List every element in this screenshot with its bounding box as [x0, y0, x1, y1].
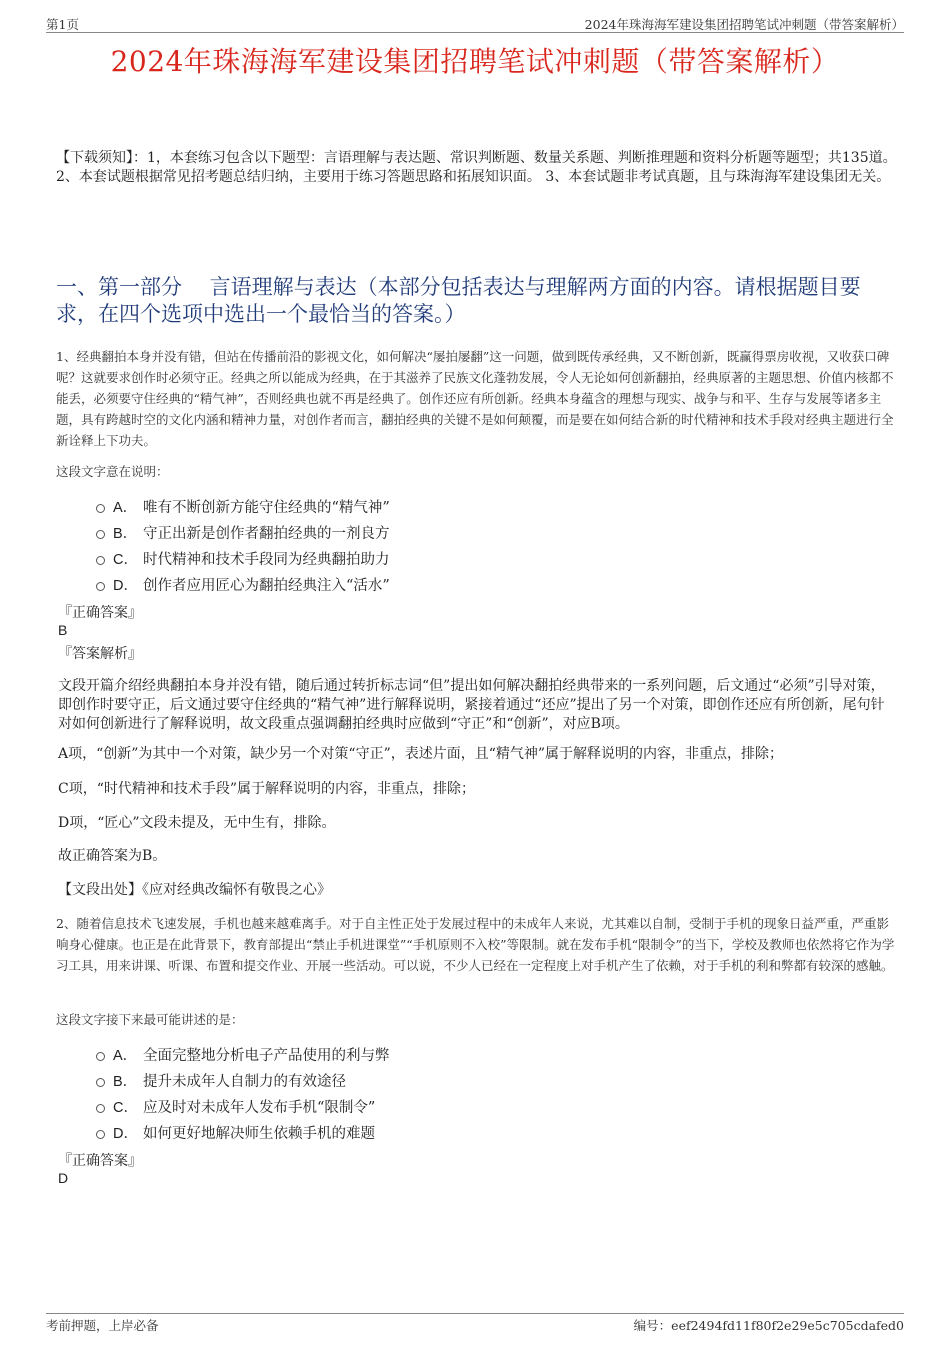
page-number: 第1页 — [46, 17, 79, 32]
radio-icon[interactable] — [96, 1130, 105, 1139]
section-title: 一、第一部分 言语理解与表达（本部分包括表达与理解两方面的内容。请根据题目要求，在四个选项中选出一个最恰当的答案。） — [56, 275, 861, 326]
radio-icon[interactable] — [96, 530, 105, 539]
question-1-option-a[interactable]: A． 唯有不断创新方能守住经典的“精气神” — [96, 493, 390, 519]
radio-icon[interactable] — [96, 1104, 105, 1113]
question-2-option-d[interactable]: D． 如何更好地解决师生依赖手机的难题 — [96, 1119, 390, 1145]
question-1-option-b[interactable]: B． 守正出新是创作者翻拍经典的一剂良方 — [96, 519, 390, 545]
footer-doc-id: 编号：eef2494fd11f80f2e29e5c705cdafed0 — [633, 1318, 904, 1333]
question-1-analysis-d: D项，“匠心”文段未提及，无中生有，排除。 — [58, 815, 336, 831]
question-1-text: 1、经典翻拍本身并没有错，但站在传播前沿的影视文化，如何解决“屡拍屡翻”这一问题，做到既传承经典，又不断创新，既赢得票房收视，又收获口碑呢？这就要求创作时必须守正。经典之所以能成为经典，在于其滋养了民族文化蓬勃发展，令人无论如何创新翻拍，经典原著的主题思想、价值内核都不能丢，必须要守住经典的“精气神”，否则经典也就不再是经典了。创作还应有所创新。经典本身蕴含的理想与现实、战争与和平、生存与发展等诸多主题，具有跨越时空的文化内涵和精神力量，对创作者而言，翻拍经典的关键不是如何颠覆，而是要在如何结合新的时代精神和技术手段对经典主题进行全新诠释上下功夫。 — [56, 349, 894, 448]
question-1-option-c[interactable]: C． 时代精神和技术手段同为经典翻拍助力 — [96, 545, 390, 571]
radio-icon[interactable] — [96, 1078, 105, 1087]
question-1-answer-label: 『正确答案』 — [58, 605, 142, 621]
radio-icon[interactable] — [96, 582, 105, 591]
question-2-option-c[interactable]: C． 应及时对未成年人发布手机“限制令” — [96, 1093, 390, 1119]
page-header — [46, 12, 904, 33]
question-1-analysis-main: 文段开篇介绍经典翻拍本身并没有错，随后通过转折标志词“但”提出如何解决翻拍经典带来的一系列问题，后文通过“必须”引导对策，即创作时要守正，后文通过要守住经典的“精气神”进行解释说明，紧接着通过“还应”提出了另一个对策，即创作还应有所创新，尾句针对如何创新进行了解释说明，故文段重点强调翻拍经典时应做到“守正”和“创新”，对应B项。 — [58, 678, 885, 732]
question-2-options — [96, 1041, 390, 1145]
footer-slogan: 考前押题，上岸必备 — [46, 1318, 159, 1333]
question-1-analysis-c: C项，“时代精神和技术手段”属于解释说明的内容，非重点，排除； — [58, 781, 476, 797]
question-2-text: 2、随着信息技术飞速发展，手机也越来越难离手。对于自主性正处于发展过程中的未成年人来说，尤其难以自制，受制于手机的现象日益严重，严重影响身心健康。也正是在此背景下，教育部提出“禁止手机进课堂”“手机原则不入校”等限制。就在发布手机“限制令”的当下，学校及教师也依然将它作为学习工具，用来讲课、听课、布置和提交作业、开展一些活动。可以说，不少人已经在一定程度上对手机产生了依赖，对于手机的利和弊都有较深的感触。 — [56, 916, 895, 973]
document-title: 2024年珠海海军建设集团招聘笔试冲刺题（带答案解析） — [110, 45, 840, 78]
question-2-option-b[interactable]: B． 提升未成年人自制力的有效途径 — [96, 1067, 390, 1093]
question-1-conclusion: 故正确答案为B。 — [58, 848, 167, 864]
question-1-option-d[interactable]: D． 创作者应用匠心为翻拍经典注入“活水” — [96, 571, 390, 597]
radio-icon[interactable] — [96, 1052, 105, 1061]
question-1-analysis-label: 『答案解析』 — [58, 646, 142, 662]
download-notice: 【下载须知】：1，本套练习包含以下题型：言语理解与表达题、常识判断题、数量关系题、判断推理题和资料分析题等题型；共135道。 2、本套试题根据常见招考题总结归纳，主要用于练习答题思路和拓展知识面。 3、本套试题非考试真题，且与珠海海军建设集团无关。 — [56, 150, 897, 185]
question-1-source: 【文段出处】《应对经典改编怀有敬畏之心》 — [58, 882, 331, 898]
question-1-analysis-a: A项，“创新”为其中一个对策，缺少另一个对策“守正”，表述片面，且“精气神”属于解释说明的内容，非重点，排除； — [58, 746, 784, 762]
radio-icon[interactable] — [96, 556, 105, 565]
question-1-answer: B — [58, 622, 68, 638]
question-2-option-a[interactable]: A． 全面完整地分析电子产品使用的利与弊 — [96, 1041, 390, 1067]
question-1-prompt: 这段文字意在说明： — [56, 464, 169, 479]
header-doc-title: 2024年珠海海军建设集团招聘笔试冲刺题（带答案解析） — [584, 17, 904, 32]
question-2-answer: D — [58, 1170, 69, 1186]
page-footer — [46, 1313, 904, 1334]
radio-icon[interactable] — [96, 504, 105, 513]
question-1-options — [96, 493, 390, 597]
question-2-answer-label: 『正确答案』 — [58, 1153, 142, 1169]
question-2-prompt: 这段文字接下来最可能讲述的是： — [56, 1012, 244, 1027]
